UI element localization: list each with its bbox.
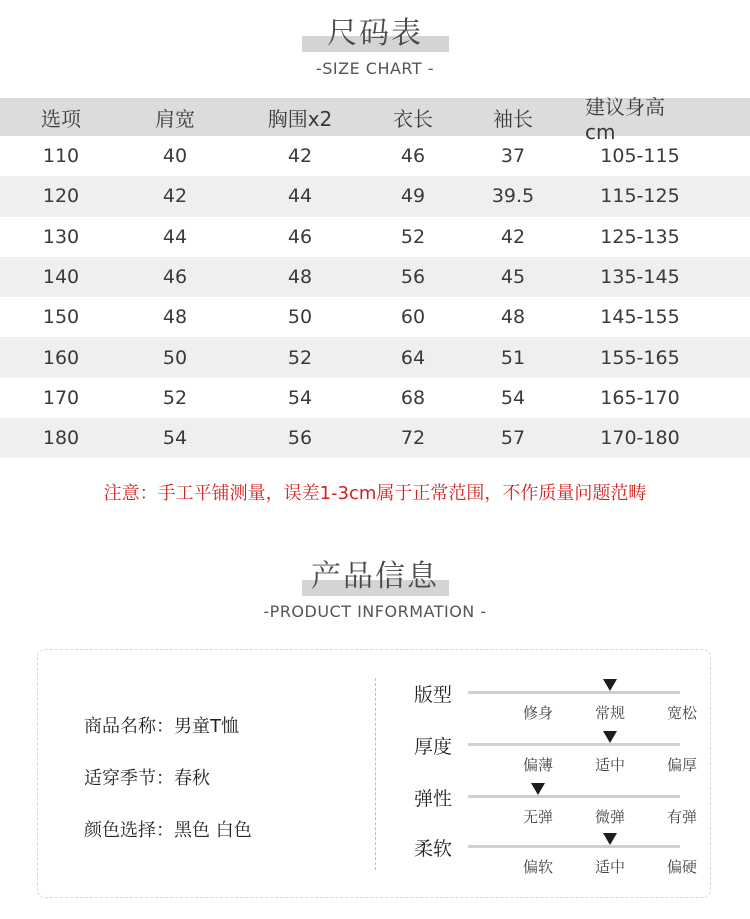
attribute-label: 版型 bbox=[414, 684, 453, 706]
table-cell: 42 bbox=[162, 185, 188, 208]
product-season: 适穿季节：春秋 bbox=[84, 768, 210, 789]
size-chart-subtitle: -SIZE CHART - bbox=[315, 59, 435, 78]
table-cell: 49 bbox=[400, 185, 426, 208]
table-cell: 39.5 bbox=[491, 185, 535, 208]
table-row bbox=[0, 337, 750, 377]
table-cell: 44 bbox=[162, 225, 188, 248]
table-cell: 130 bbox=[42, 225, 80, 248]
table-cell: 48 bbox=[500, 306, 526, 329]
selected-marker-icon bbox=[603, 731, 617, 743]
table-cell: 54 bbox=[162, 427, 188, 450]
table-cell: 140 bbox=[42, 266, 80, 289]
attribute-option: 偏薄 bbox=[522, 756, 553, 774]
attribute-scale bbox=[414, 784, 704, 836]
scale-track bbox=[468, 691, 680, 694]
table-cell: 135-145 bbox=[600, 266, 680, 289]
attribute-option: 无弹 bbox=[522, 808, 553, 826]
table-cell: 46 bbox=[287, 225, 313, 248]
product-name: 商品名称：男童T恤 bbox=[84, 716, 239, 737]
table-cell: 44 bbox=[287, 185, 313, 208]
table-cell: 46 bbox=[400, 145, 426, 168]
measurement-note: 注意：手工平铺测量，误差1-3cm属于正常范围，不作质量问题范畴 bbox=[103, 483, 647, 504]
attribute-option: 适中 bbox=[594, 858, 625, 876]
size-chart-title-wrap bbox=[0, 14, 750, 54]
table-cell: 60 bbox=[400, 306, 426, 329]
info-divider bbox=[375, 678, 376, 870]
table-cell: 46 bbox=[162, 266, 188, 289]
table-cell: 160 bbox=[42, 346, 80, 369]
table-cell: 145-155 bbox=[600, 306, 680, 329]
table-cell: 40 bbox=[162, 145, 188, 168]
table-cell: 150 bbox=[42, 306, 80, 329]
scale-track bbox=[468, 845, 680, 848]
table-row bbox=[0, 136, 750, 176]
table-cell: 68 bbox=[400, 386, 426, 409]
attribute-option: 偏软 bbox=[522, 858, 553, 876]
table-cell: 56 bbox=[287, 427, 313, 450]
product-info-title: 产品信息 bbox=[311, 559, 439, 594]
attribute-option: 微弹 bbox=[594, 808, 625, 826]
table-row bbox=[0, 257, 750, 297]
table-cell: 51 bbox=[500, 346, 526, 369]
attribute-option: 偏硬 bbox=[666, 858, 697, 876]
table-cell: 125-135 bbox=[600, 225, 680, 248]
size-chart-title: 尺码表 bbox=[327, 16, 423, 51]
scale-track bbox=[468, 743, 680, 746]
table-row bbox=[0, 418, 750, 458]
table-cell: 48 bbox=[287, 266, 313, 289]
table-row bbox=[0, 378, 750, 418]
table-header-cell: 建议身高cm bbox=[585, 94, 665, 144]
selected-marker-icon bbox=[531, 783, 545, 795]
selected-marker-icon bbox=[603, 679, 617, 691]
size-table bbox=[0, 94, 750, 458]
selected-marker-icon bbox=[603, 833, 617, 845]
attribute-option: 修身 bbox=[522, 704, 553, 722]
table-header-cell: 衣长 bbox=[393, 106, 433, 131]
table-cell: 42 bbox=[287, 145, 313, 168]
attribute-scale bbox=[414, 732, 704, 784]
table-cell: 57 bbox=[500, 427, 526, 450]
table-cell: 165-170 bbox=[600, 386, 680, 409]
table-cell: 155-165 bbox=[600, 346, 680, 369]
table-header-row bbox=[0, 94, 750, 144]
table-cell: 48 bbox=[162, 306, 188, 329]
attribute-label: 柔软 bbox=[414, 838, 453, 860]
table-header-cell: 袖长 bbox=[493, 106, 533, 131]
attribute-option: 适中 bbox=[594, 756, 625, 774]
table-row bbox=[0, 176, 750, 216]
table-cell: 180 bbox=[42, 427, 80, 450]
table-row bbox=[0, 217, 750, 257]
table-cell: 54 bbox=[500, 386, 526, 409]
table-cell: 105-115 bbox=[600, 145, 680, 168]
table-header-cell: 肩宽 bbox=[155, 106, 195, 131]
attribute-scale bbox=[414, 834, 704, 886]
scale-track bbox=[468, 795, 680, 798]
table-cell: 72 bbox=[400, 427, 426, 450]
attribute-option: 宽松 bbox=[666, 704, 697, 722]
table-cell: 52 bbox=[400, 225, 426, 248]
table-cell: 170-180 bbox=[600, 427, 680, 450]
table-cell: 45 bbox=[500, 266, 526, 289]
attribute-label: 厚度 bbox=[414, 736, 453, 758]
attribute-label: 弹性 bbox=[414, 788, 453, 810]
table-cell: 120 bbox=[42, 185, 80, 208]
table-cell: 50 bbox=[287, 306, 313, 329]
table-cell: 56 bbox=[400, 266, 426, 289]
table-header-cell: 选项 bbox=[41, 106, 81, 131]
product-info-title-wrap bbox=[0, 557, 750, 597]
attribute-option: 常规 bbox=[594, 704, 625, 722]
table-cell: 54 bbox=[287, 386, 313, 409]
table-cell: 52 bbox=[287, 346, 313, 369]
product-info-box bbox=[37, 649, 711, 898]
attribute-option: 偏厚 bbox=[666, 756, 697, 774]
table-cell: 64 bbox=[400, 346, 426, 369]
table-cell: 170 bbox=[42, 386, 80, 409]
table-cell: 50 bbox=[162, 346, 188, 369]
table-row bbox=[0, 297, 750, 337]
table-cell: 37 bbox=[500, 145, 526, 168]
product-info-subtitle: -PRODUCT INFORMATION - bbox=[263, 602, 487, 621]
table-cell: 52 bbox=[162, 386, 188, 409]
attribute-option: 有弹 bbox=[666, 808, 697, 826]
table-header-cell: 胸围x2 bbox=[267, 106, 333, 131]
table-cell: 110 bbox=[42, 145, 80, 168]
product-colors: 颜色选择：黑色 白色 bbox=[84, 820, 252, 841]
table-cell: 115-125 bbox=[600, 185, 680, 208]
attribute-scale bbox=[414, 680, 704, 732]
table-cell: 42 bbox=[500, 225, 526, 248]
